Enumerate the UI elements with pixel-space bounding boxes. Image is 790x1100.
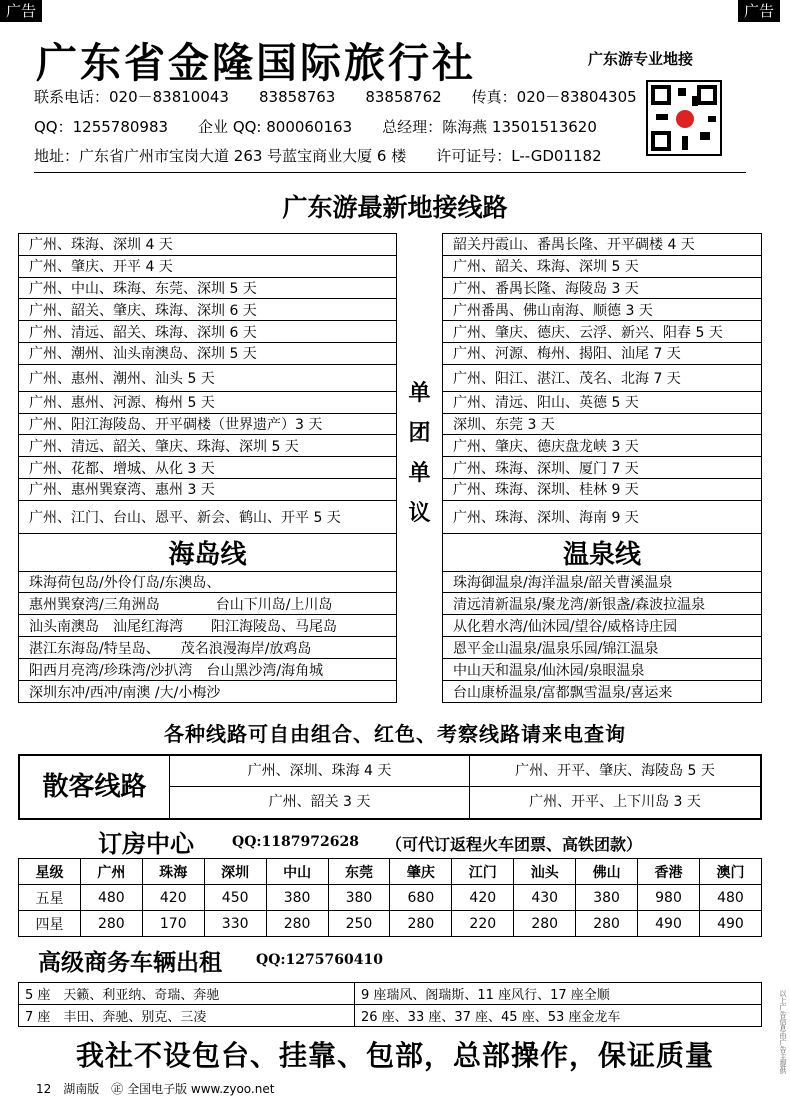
route-item: 广州、中山、珠海、东莞、深圳 5 天 (19, 277, 397, 299)
single-group-label (397, 234, 443, 534)
single-group-char: 议 (408, 500, 431, 526)
car-rental-qq: QQ:1275760410 (256, 952, 383, 968)
single-group-char: 单 (408, 460, 431, 486)
ad-label-left: 广告 (0, 0, 42, 22)
route-item: 广州、潮州、汕头南澳岛、深圳 5 天 (19, 342, 397, 364)
hotel-price-cell: 480 (699, 885, 761, 911)
hotel-price-table (18, 858, 762, 937)
hotel-header-cell: 广州 (80, 859, 142, 885)
hotel-price-cell: 450 (204, 885, 266, 911)
island-item: 惠州巽寮湾/三角洲岛 台山下川岛/上川岛 (19, 593, 397, 615)
hotel-price-cell: 170 (142, 911, 204, 937)
routes-table (18, 233, 762, 703)
contact-phone: 联系电话：020－83810043 83858763 83858762 传真：020－83804305 (34, 88, 637, 106)
hotel-price-cell: 490 (699, 911, 761, 937)
hotel-price-cell: 480 (80, 885, 142, 911)
contact-address: 地址：广东省广州市宝岗大道 263 号蓝宝商业大厦 6 楼 许可证号：L--GD01182 (34, 147, 602, 165)
hotel-price-cell: 五星 (19, 885, 81, 911)
route-item: 广州、清远、韶关、珠海、深圳 6 天 (19, 321, 397, 343)
route-item: 广州、肇庆、德庆盘龙峡 3 天 (443, 435, 762, 457)
route-item: 广州、珠海、深圳 4 天 (19, 234, 397, 256)
booking-title: 订房中心 (98, 830, 194, 858)
individual-route: 广州、开平、上下川岛 3 天 (529, 794, 701, 810)
island-item: 湛江东海岛/特呈岛、 茂名浪漫海岸/放鸡岛 (19, 637, 397, 659)
hotel-price-cell: 380 (576, 885, 638, 911)
hotel-price-cell: 280 (266, 911, 328, 937)
individual-route: 广州、深圳、珠海 4 天 (170, 756, 470, 787)
single-group-char: 单 (408, 380, 431, 406)
hotspring-item: 台山康桥温泉/富都飘雪温泉/喜运来 (443, 681, 762, 703)
route-item: 广州、珠海、深圳、厦门 7 天 (443, 457, 762, 479)
island-item: 汕头南澳岛 汕尾红海湾 阳江海陵岛、马尾岛 (19, 615, 397, 637)
agency-title: 广东省金隆国际旅行社 (36, 39, 476, 87)
page-footer: 12 湖南版 ㊣ 全国电子版 www.zyoo.net (36, 1082, 275, 1096)
car-cell: 9 座瑞风、阁瑞斯、11 座风行、17 座全顺 (355, 983, 762, 1005)
route-item: 广州、珠海、深圳、海南 9 天 (443, 500, 762, 533)
hotel-price-cell: 280 (576, 911, 638, 937)
hotel-header-cell: 珠海 (142, 859, 204, 885)
car-rental-title: 高级商务车辆出租 (38, 950, 222, 976)
route-item: 广州、惠州、河源、梅州 5 天 (19, 391, 397, 413)
route-item: 广州、惠州巽寮湾、惠州 3 天 (19, 478, 397, 500)
hotspring-item: 从化碧水湾/仙沐园/望谷/威格诗庄园 (443, 615, 762, 637)
hotel-price-cell: 980 (638, 885, 700, 911)
booking-qq: QQ:1187972628 (232, 834, 359, 850)
hotel-price-cell: 330 (204, 911, 266, 937)
hotel-price-cell: 380 (328, 885, 390, 911)
hotspring-item: 珠海御温泉/海洋温泉/韶关曹溪温泉 (443, 572, 762, 593)
hotel-header-cell: 江门 (452, 859, 514, 885)
hotspring-item: 恩平金山温泉/温泉乐园/锦江温泉 (443, 637, 762, 659)
hotel-price-cell: 四星 (19, 911, 81, 937)
individual-routes-box (18, 754, 762, 820)
route-item: 广州番禺、佛山南海、顺德 3 天 (443, 299, 762, 321)
hotel-header-cell: 深圳 (204, 859, 266, 885)
route-item: 广州、江门、台山、恩平、新会、鹤山、开平 5 天 (19, 500, 397, 533)
route-item: 广州、韶关、珠海、深圳 5 天 (443, 255, 762, 277)
hotel-header-cell: 星级 (19, 859, 81, 885)
hotel-price-cell: 280 (390, 911, 452, 937)
routes-title: 广东游最新地接线路 (282, 193, 508, 222)
island-item: 珠海荷包岛/外伶仃岛/东澳岛、 (19, 572, 397, 593)
route-item: 广州、阳江海陵岛、开平碉楼（世界遗产）3 天 (19, 413, 397, 435)
island-item: 深圳东冲/西冲/南澳 /大/小梅沙 (19, 681, 397, 703)
individual-routes-label: 散客线路 (20, 756, 170, 818)
hotel-price-cell: 420 (142, 885, 204, 911)
hotel-header-cell: 香港 (638, 859, 700, 885)
hotel-price-cell: 250 (328, 911, 390, 937)
hotel-header-cell: 中山 (266, 859, 328, 885)
hotspring-item: 清远清新温泉/聚龙湾/新银盏/森波拉温泉 (443, 593, 762, 615)
hotel-header-cell: 东莞 (328, 859, 390, 885)
hotel-header-cell: 佛山 (576, 859, 638, 885)
hotel-price-cell: 220 (452, 911, 514, 937)
car-cell: 7 座 丰田、奔驰、别克、三凌 (19, 1005, 355, 1027)
route-item: 广州、花都、增城、从化 3 天 (19, 457, 397, 479)
route-item: 深圳、东莞 3 天 (443, 413, 762, 435)
route-item: 广州、阳江、湛江、茂名、北海 7 天 (443, 364, 762, 391)
hotspring-title: 温泉线 (443, 534, 762, 572)
hotel-price-cell: 380 (266, 885, 328, 911)
car-rental-table (18, 982, 762, 1027)
individual-route: 广州、韶关 3 天 (170, 787, 470, 818)
hotel-price-cell: 280 (514, 911, 576, 937)
route-item: 广州、清远、韶关、肇庆、珠海、深圳 5 天 (19, 435, 397, 457)
route-item: 广州、肇庆、开平 4 天 (19, 255, 397, 277)
route-item: 广州、清远、阳山、英德 5 天 (443, 391, 762, 413)
route-item: 广州、河源、梅州、揭阳、汕尾 7 天 (443, 342, 762, 364)
island-item: 阳西月亮湾/珍珠湾/沙扒湾 台山黑沙湾/海角城 (19, 659, 397, 681)
individual-route: 广州、开平、肇庆、海陵岛 5 天 (470, 756, 760, 787)
route-item: 广州、惠州、潮州、汕头 5 天 (19, 364, 397, 391)
hotel-price-cell: 280 (80, 911, 142, 937)
combination-slogan: 各种线路可自由组合、红色、考察线路请来电查询 (164, 722, 626, 746)
route-item: 广州、珠海、深圳、桂林 9 天 (443, 478, 762, 500)
ad-label-right: 广告 (738, 0, 780, 22)
hotel-price-cell: 420 (452, 885, 514, 911)
hotel-header-cell: 肇庆 (390, 859, 452, 885)
car-cell: 5 座 天籁、利亚纳、奇瑞、奔驰 (19, 983, 355, 1005)
header-divider (34, 172, 746, 173)
qr-code-icon (646, 80, 722, 156)
route-item: 广州、肇庆、德庆、云浮、新兴、阳春 5 天 (443, 321, 762, 343)
island-title: 海岛线 (19, 534, 397, 572)
booking-note: （可代订返程火车团票、高铁团款） (386, 835, 643, 854)
route-item: 广州、韶关、肇庆、珠海、深圳 6 天 (19, 299, 397, 321)
contact-qq: QQ：1255780983 企业 QQ: 800060163 总经理：陈海燕 13501513620 (34, 118, 597, 136)
hotel-header-cell: 澳门 (699, 859, 761, 885)
hotel-price-cell: 680 (390, 885, 452, 911)
car-cell: 26 座、33 座、37 座、45 座、53 座金龙车 (355, 1005, 762, 1027)
route-item: 韶关丹霞山、番禺长隆、开平碉楼 4 天 (443, 234, 762, 256)
quality-slogan: 我社不设包台、挂靠、包部，总部操作，保证质量 (75, 1039, 714, 1072)
hotel-price-cell: 430 (514, 885, 576, 911)
agency-subtitle: 广东游专业地接 (588, 50, 694, 68)
single-group-char: 团 (408, 420, 431, 446)
hotspring-item: 中山天和温泉/仙沐园/泉眼温泉 (443, 659, 762, 681)
hotel-price-cell: 490 (638, 911, 700, 937)
side-disclaimer: 以上广告信息由广告主提供 (779, 990, 787, 1074)
hotel-header-cell: 汕头 (514, 859, 576, 885)
route-item: 广州、番禺长隆、海陵岛 3 天 (443, 277, 762, 299)
